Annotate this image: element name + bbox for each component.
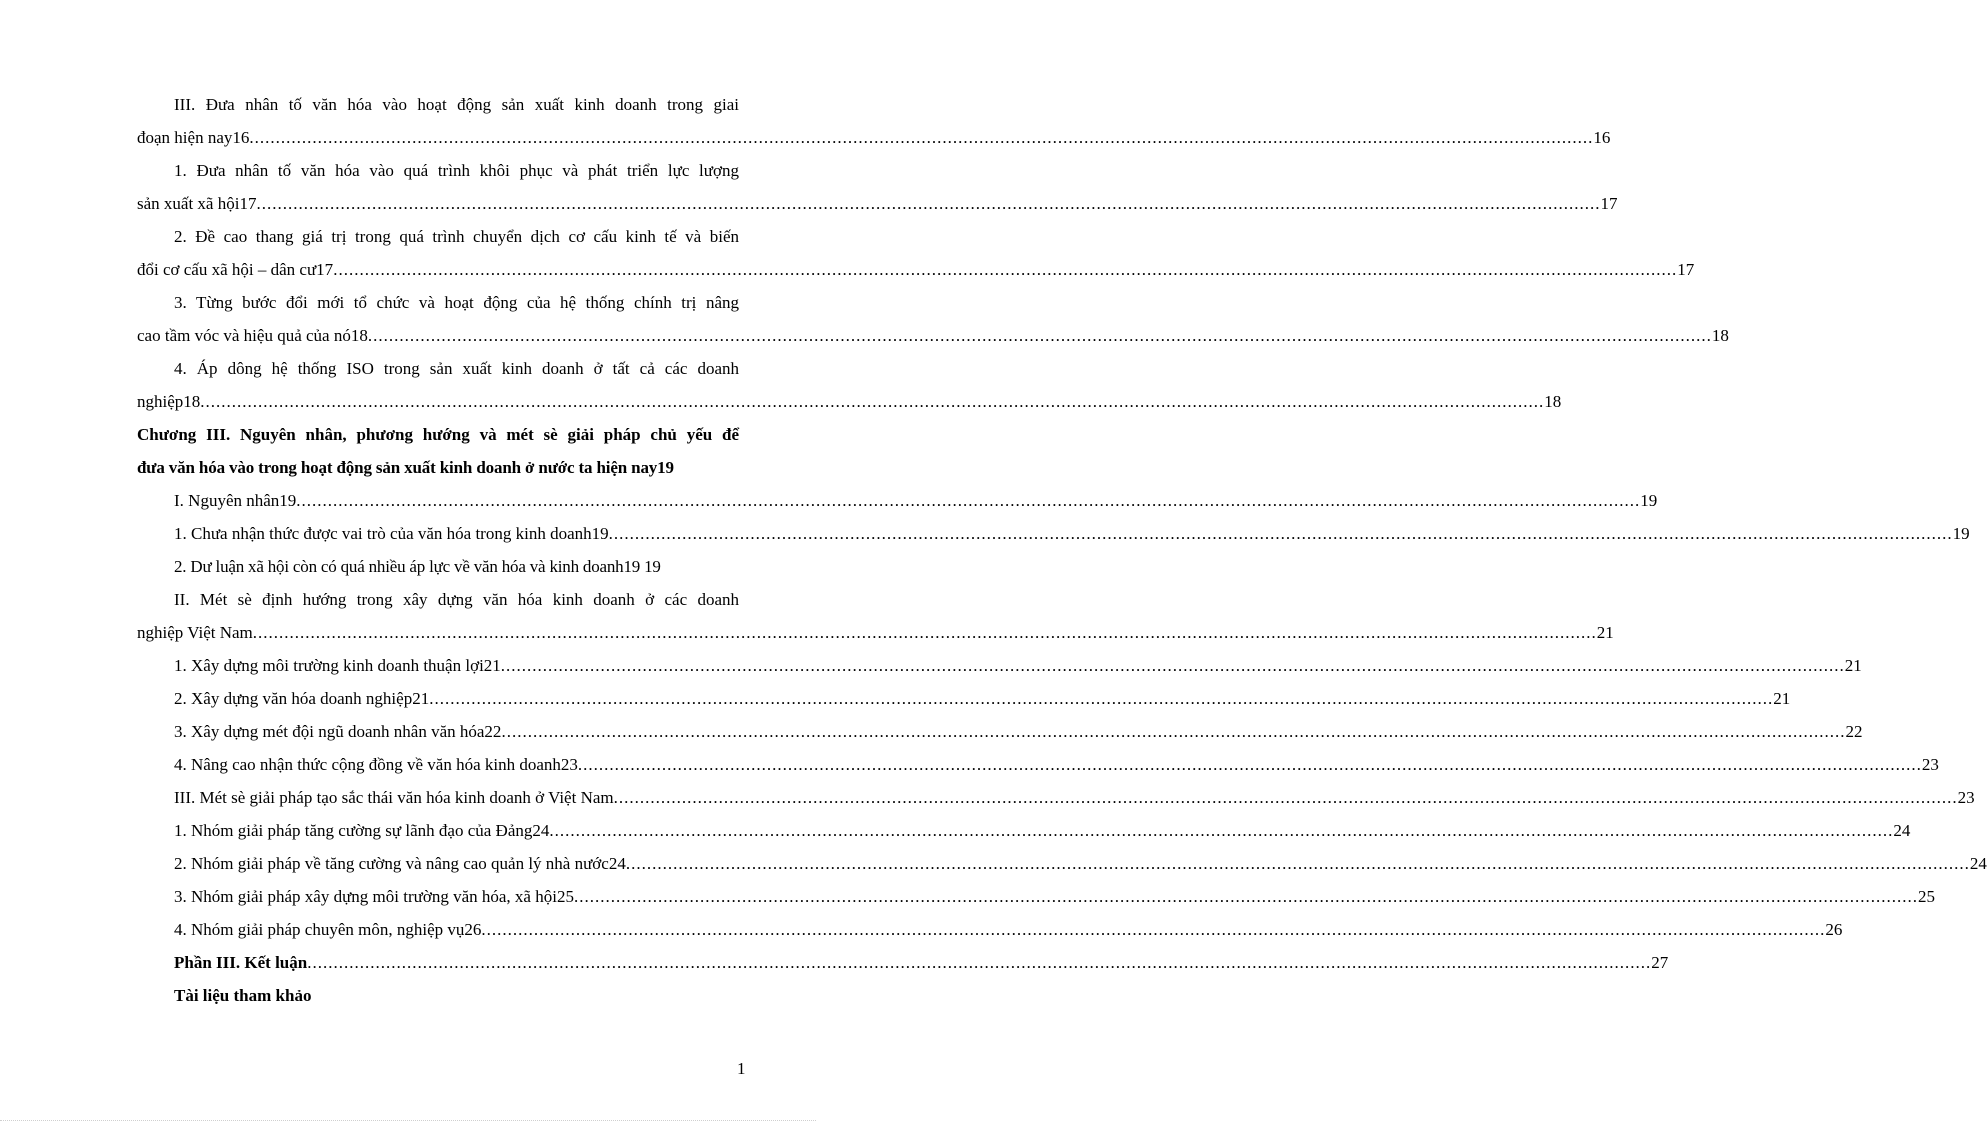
toc-entry bbox=[174, 226, 739, 248]
toc-entry bbox=[174, 688, 1791, 710]
chapter-heading bbox=[137, 424, 739, 446]
toc-entry bbox=[174, 919, 1843, 941]
toc-leader: ................................................................................................................................................................................................................................................................ bbox=[501, 722, 1846, 741]
toc-page-number: 26 bbox=[1825, 920, 1843, 939]
toc-entry-text: đoạn hiện nay16 bbox=[137, 128, 250, 147]
toc-entry-text: đổi cơ cấu xã hội – dân cư17 bbox=[137, 260, 334, 279]
toc-page-number: 19 bbox=[1640, 491, 1658, 510]
toc-entry bbox=[174, 655, 1862, 677]
toc-entry-text: II. Mét sè định hướng trong xây dựng văn hóa kinh doanh ở các doanh bbox=[174, 590, 739, 609]
page-number: 1 bbox=[737, 1059, 746, 1078]
toc-leader: ................................................................................................................................................................................................................................................................ bbox=[625, 854, 1970, 873]
toc-leader: ................................................................................................................................................................................................................................................................ bbox=[249, 128, 1594, 147]
toc-leader: ................................................................................................................................................................................................................................................................ bbox=[367, 326, 1712, 345]
toc-page-number: 18 bbox=[1544, 392, 1562, 411]
toc-page-number: 23 bbox=[1921, 755, 1939, 774]
toc-page-number: 24 bbox=[1969, 854, 1987, 873]
toc-entry bbox=[137, 325, 1729, 347]
toc-entry bbox=[174, 754, 1939, 776]
toc-entry bbox=[137, 259, 1695, 281]
toc-page-number: 18 bbox=[1711, 326, 1729, 345]
toc-page-number: 23 bbox=[1957, 788, 1975, 807]
toc-entry bbox=[174, 292, 739, 314]
toc-page-number: 25 bbox=[1917, 887, 1935, 906]
toc-entry-text: 2. Đề cao thang giá trị trong quá trình chuyển dịch cơ cấu kinh tế và biến bbox=[174, 227, 739, 246]
toc-entry-text: Chương III. Nguyên nhân, phương hướng và mét sè giải pháp chủ yếu để bbox=[137, 425, 739, 444]
page-bottom-divider bbox=[0, 1120, 816, 1121]
toc-entry-text: sản xuất xã hội17 bbox=[137, 194, 257, 213]
toc-entry-text: 1. Xây dựng môi trường kinh doanh thuận lợi21 bbox=[174, 656, 501, 675]
toc-entry-text: Tài liệu tham khảo bbox=[174, 986, 312, 1005]
toc-entry-text: 2. Nhóm giải pháp về tăng cường và nâng cao quản lý nhà nước24 bbox=[174, 854, 626, 873]
toc-entry-text: 4. Nâng cao nhận thức cộng đồng về văn hóa kinh doanh23 bbox=[174, 755, 578, 774]
toc-leader: ................................................................................................................................................................................................................................................................ bbox=[429, 689, 1774, 708]
toc-entry-text: cao tầm vóc và hiệu quả của nó18 bbox=[137, 326, 368, 345]
toc-entry-text: 3. Xây dựng mét đội ngũ doanh nhân văn hóa22 bbox=[174, 722, 502, 741]
toc-entry bbox=[137, 622, 1614, 644]
toc-entry-text: III. Mét sè giải pháp tạo sắc thái văn hóa kinh doanh ở Việt Nam bbox=[174, 788, 614, 807]
toc-entry-text: 2. Xây dựng văn hóa doanh nghiệp21 bbox=[174, 689, 430, 708]
toc-leader: ................................................................................................................................................................................................................................................................ bbox=[481, 920, 1826, 939]
toc-entry bbox=[174, 523, 1970, 545]
toc-entry bbox=[174, 952, 1669, 974]
toc-entry bbox=[174, 820, 1911, 842]
toc-leader: ................................................................................................................................................................................................................................................................ bbox=[200, 392, 1545, 411]
toc-entry-text: 4. Nhóm giải pháp chuyên môn, nghiệp vụ26 bbox=[174, 920, 482, 939]
toc-entry-text: 2. Dư luận xã hội còn có quá nhiều áp lực về văn hóa và kinh doanh19 19 bbox=[174, 557, 661, 576]
toc-leader: ................................................................................................................................................................................................................................................................ bbox=[577, 755, 1922, 774]
toc-leader: ................................................................................................................................................................................................................................................................ bbox=[500, 656, 1845, 675]
toc-page-number: 21 bbox=[1844, 656, 1862, 675]
toc-leader: ................................................................................................................................................................................................................................................................ bbox=[573, 887, 1918, 906]
toc-entry-text: đưa văn hóa vào trong hoạt động sản xuất kinh doanh ở nước ta hiện nay19 bbox=[137, 458, 674, 477]
toc-entry-text: nghiệp18 bbox=[137, 392, 201, 411]
toc-page-number: 22 bbox=[1845, 722, 1863, 741]
toc-page-number: 21 bbox=[1596, 623, 1614, 642]
toc-leader: ................................................................................................................................................................................................................................................................ bbox=[549, 821, 1894, 840]
toc-leader: ................................................................................................................................................................................................................................................................ bbox=[307, 953, 1652, 972]
toc-entry bbox=[174, 160, 739, 182]
toc-entry-text: 3. Nhóm giải pháp xây dựng môi trường văn hóa, xã hội25 bbox=[174, 887, 574, 906]
toc-entry bbox=[174, 721, 1863, 743]
toc-entry-text: Phần III. Kết luận bbox=[174, 953, 308, 972]
toc-page-number: 19 bbox=[1952, 524, 1970, 543]
toc-entry bbox=[137, 391, 1562, 413]
toc-entry bbox=[174, 853, 1987, 875]
toc-entry bbox=[174, 985, 739, 1007]
toc-entry bbox=[174, 490, 1658, 512]
toc-leader: ................................................................................................................................................................................................................................................................ bbox=[252, 623, 1597, 642]
toc-entry-text: I. Nguyên nhân19 bbox=[174, 491, 297, 510]
toc-leader: ................................................................................................................................................................................................................................................................ bbox=[613, 788, 1958, 807]
toc-entry-text: 1. Chưa nhận thức được vai trò của văn hóa trong kinh doanh19 bbox=[174, 524, 609, 543]
toc-page-number: 17 bbox=[1677, 260, 1695, 279]
toc-entry bbox=[174, 556, 739, 578]
toc-page-number: 21 bbox=[1773, 689, 1791, 708]
toc-entry bbox=[174, 358, 739, 380]
toc-page-number: 27 bbox=[1651, 953, 1669, 972]
toc-entry bbox=[137, 127, 1611, 149]
toc-entry bbox=[174, 94, 739, 116]
toc-entry bbox=[174, 886, 1935, 908]
toc-leader: ................................................................................................................................................................................................................................................................ bbox=[608, 524, 1953, 543]
chapter-heading bbox=[137, 457, 739, 479]
toc-entry bbox=[137, 193, 1618, 215]
toc-entry-text: nghiệp Việt Nam bbox=[137, 623, 253, 642]
toc-entry-text: 1. Nhóm giải pháp tăng cường sự lãnh đạo của Đảng24 bbox=[174, 821, 550, 840]
toc-page-number: 16 bbox=[1593, 128, 1611, 147]
toc-leader: ................................................................................................................................................................................................................................................................ bbox=[256, 194, 1601, 213]
toc-entry-text: 3. Từng bước đổi mới tổ chức và hoạt động của hệ thống chính trị nâng bbox=[174, 293, 739, 312]
toc-entry bbox=[174, 787, 1975, 809]
toc-entry bbox=[174, 589, 739, 611]
toc-leader: ................................................................................................................................................................................................................................................................ bbox=[296, 491, 1641, 510]
toc-page-number: 17 bbox=[1600, 194, 1618, 213]
toc-entry-text: 1. Đưa nhân tố văn hóa vào quá trình khôi phục và phát triển lực lượng bbox=[174, 161, 739, 180]
toc-leader: ................................................................................................................................................................................................................................................................ bbox=[333, 260, 1678, 279]
toc-entry-text: III. Đưa nhân tố văn hóa vào hoạt động sản xuất kinh doanh trong giai bbox=[174, 95, 739, 114]
toc-entry-text: 4. Áp dông hệ thống ISO trong sản xuất kinh doanh ở tất cả các doanh bbox=[174, 359, 739, 378]
toc-page-number: 24 bbox=[1893, 821, 1911, 840]
